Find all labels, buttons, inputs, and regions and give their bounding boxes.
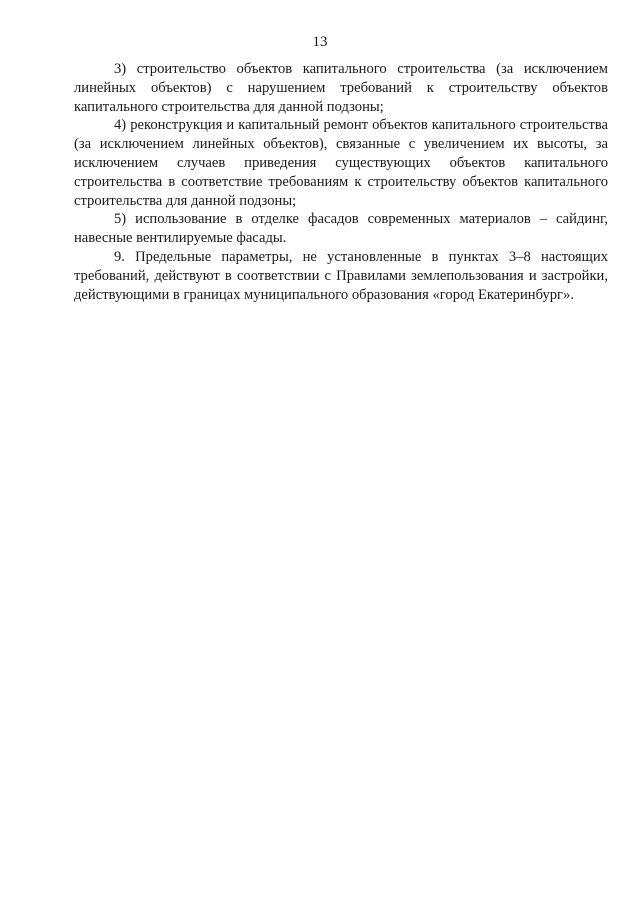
clause-9: 9. Предельные параметры, не установленные в пунктах 3–8 настоящих требований, действуют в соответствии с Правилами землепользования и застройки, действующими в границах муниципального образования «город Екатеринбург». bbox=[74, 248, 608, 303]
page-number: 13 bbox=[312, 34, 328, 50]
list-item-5: 5) использование в отделке фасадов современных материалов – сайдинг, навесные вентилируемые фасады. bbox=[74, 211, 608, 247]
document-body bbox=[74, 60, 608, 304]
list-item-3: 3) строительство объектов капитального строительства (за исключением линейных объектов) с нарушением требований к строительству объектов капитального строительства для данной подзоны; bbox=[74, 61, 608, 115]
list-item-4: 4) реконструкция и капитальный ремонт объектов капитального строительства (за исключением линейных объектов), связанные с увеличением их высоты, за исключением случаев приведения существующих объектов капитального строительства в соответствие требованиям к строительству объектов капитального строительства для данной подзоны; bbox=[74, 117, 608, 209]
